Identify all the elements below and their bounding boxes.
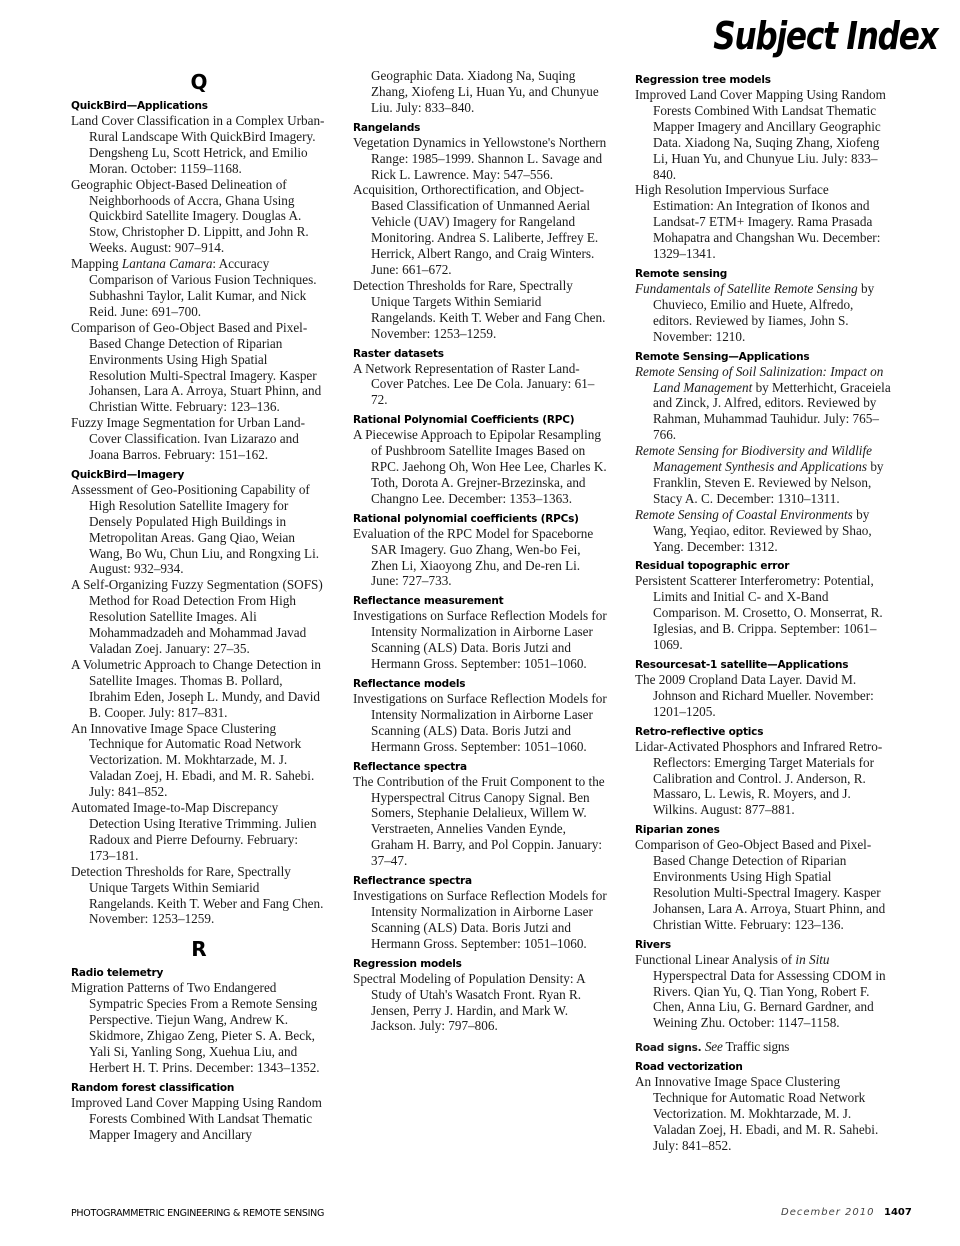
- index-entry: A Network Representation of Raster Land-Cover Patches. Lee De Cola. January: 61–72.: [353, 360, 595, 408]
- footer-journal-name: PHOTOGRAMMETRIC ENGINEERING & REMOTE SENSING: [71, 1208, 325, 1219]
- index-heading: Road vectorization: [635, 1061, 743, 1074]
- index-entry: Investigations on Surface Reflection Models for Intensity Normalization in Airborne Laser Scanning (ALS) Data. Boris Jutzi and Hermann Gross. September: 1051–1060.: [353, 608, 607, 672]
- index-heading: Retro-reflective optics: [635, 725, 764, 738]
- index-entry: High Resolution Impervious Surface Estimation: An Integration of Ikonos and Landsat-7 ETM+ Imagery. Rama Prasada Mohapatra and Changshan Wu. December: 1329–1341.: [635, 182, 881, 262]
- index-entry: Investigations on Surface Reflection Models for Intensity Normalization in Airborne Laser Scanning (ALS) Data. Boris Jutzi and Hermann Gross. September: 1051–1060.: [353, 691, 607, 754]
- index-entry: Remote Sensing of Soil Salinization: Impact on Land Management by Metterhicht, Graceiela and Zinck, J. Alfred, editors. Reviewed by Rahman, Muhammad Tauhidur. July: 765–766.: [635, 363, 891, 443]
- index-entry: Improved Land Cover Mapping Using Random Forests Combined With Landsat Thematic Mapper Imagery and Ancillary Geographic Data. Xiadong Na, Suqing Zhang, Xiofeng Li, Huan Yu, and Chunyue Liu. July: 833–840.: [635, 87, 886, 182]
- index-heading: Rivers: [635, 938, 671, 951]
- index-heading: Remote sensing: [635, 267, 728, 280]
- index-heading: Rational Polynomial Coefficients (RPC): [353, 414, 575, 427]
- index-entry: Functional Linear Analysis of in Situ Hyperspectral Data for Assessing CDOM in Rivers. Qian Yu, Q. Tian Yong, Robert F. Chen, Anna Liu, G. Bernard Gardner, and Weining Zhu. October: 1147–1158.: [635, 951, 886, 1031]
- index-heading: QuickBird—Applications: [71, 100, 208, 112]
- index-heading: Radio telemetry: [71, 967, 164, 980]
- index-entry: An Innovative Image Space Clustering Technique for Automatic Road Network Vectorization. M. Mokhtarzade, M. J. Valadan Zoej, H. Ebadi, and M. R. Sahebi. July: 841–852.: [635, 1074, 879, 1153]
- index-entry: Remote Sensing for Biodiversity and Wildlife Management Synthesis and Applications by Franklin, Steven E. Reviewed by Nelson, Stacy A. C. December: 1310–1311.: [635, 443, 884, 506]
- index-heading: Regression tree models: [635, 74, 771, 86]
- column-2: [353, 68, 609, 1034]
- index-heading: Random forest classification: [71, 1081, 235, 1094]
- index-entry: Land Cover Classification in a Complex Urban-Rural Landscape With QuickBird Imagery. Dengsheng Lu, Scott Hetrick, and Emilio Moran. October: 1159–1168.: [71, 113, 325, 176]
- index-entry: Migration Patterns of Two Endangered Sympatric Species From a Remote Sensing Perspective. Tiejun Wang, Andrew K. Skidmore, Zhigao Zeng, Pieter S. A. Beck, Yali Si, Yanling Song, Xuehua Liu, and Herbert H. T. Prins. December: 1343–1352.: [71, 980, 320, 1075]
- index-entry: Remote Sensing of Coastal Environments by Wang, Yeqiao, editor. Reviewed by Shao, Yang. December: 1312.: [635, 506, 872, 554]
- letter-heading-q: Q: [190, 70, 208, 94]
- index-entry: Improved Land Cover Mapping Using Random Forests Combined With Landsat Thematic Mapper Imagery and Ancillary: [71, 1094, 322, 1142]
- index-entry: Comparison of Geo-Object Based and Pixel-Based Change Detection of Riparian Environments Using High Spatial Resolution Multi-Spectral Imagery. Kasper Johansen, Lara A. Arroya, Stuart Phinn, and Christian Witte. February: 123–136.: [635, 837, 886, 932]
- index-heading: Raster datasets: [353, 347, 444, 360]
- index-entry: Fuzzy Image Segmentation for Urban Land-Cover Classification. Ivan Lizarazo and Joana Barros. February: 151–162.: [71, 415, 306, 463]
- index-heading: Rational polynomial coefficients (RPCs): [353, 512, 579, 525]
- index-entry: A Volumetric Approach to Change Detection in Satellite Images. Thomas B. Pollard, Ibrahim Eden, Joseph L. Mundy, and David B. Cooper. July: 817–831.: [71, 656, 322, 720]
- index-heading: Riparian zones: [635, 824, 720, 837]
- index-entry: Detection Thresholds for Rare, Spectrally Unique Targets Within Semiarid Rangelands. Keith T. Weber and Fang Chen. November: 1253–1259.: [71, 863, 324, 927]
- page-title: Subject Index: [713, 14, 938, 58]
- index-entry: Persistent Scatterer Interferometry: Potential, Limits and Initial C- and X-Band Comparison. M. Crosetto, O. Monserrat, R. Iglesias, and B. Crippa. September: 1061–1069.: [635, 573, 883, 653]
- index-heading: Regression models: [353, 957, 462, 970]
- index-entry: Evaluation of the RPC Model for Spaceborne SAR Imagery. Guo Zhang, Wen-bo Fei, Zhen Li, Xiaoyong Zhu, and De-ren Li. June: 727–733.: [353, 525, 594, 589]
- column-1: [71, 68, 327, 1142]
- index-entry: Spectral Modeling of Population Density: A Study of Utah's Wasatch Front. Ryan R. Jensen, Perry J. Hardin, and Mark W. Jackson. July: 797–806.: [353, 970, 585, 1034]
- footer-date: December 2010: [781, 1207, 875, 1218]
- index-heading: Reflectrance spectra: [353, 875, 472, 888]
- index-entry: Detection Thresholds for Rare, Spectrally Unique Targets Within Semiarid Rangelands. Keith T. Weber and Fang Chen. November: 1253–1259.: [353, 277, 606, 341]
- index-heading: Rangelands: [353, 121, 421, 134]
- index-entry: Fundamentals of Satellite Remote Sensing by Chuvieco, Emilio and Huete, Alfredo, editors. Reviewed by Iiames, John S. November: 1210.: [635, 280, 875, 344]
- index-entry: Investigations on Surface Reflection Models for Intensity Normalization in Airborne Laser Scanning (ALS) Data. Boris Jutzi and Hermann Gross. September: 1051–1060.: [353, 888, 607, 951]
- index-entry: A Self-Organizing Fuzzy Segmentation (SOFS) Method for Road Detection From High Resolution Satellite Images. Ali Mohammadzadeh and Mohammad Javad Valadan Zoej. January: 27–35.: [71, 577, 323, 656]
- column-3: [635, 68, 891, 1154]
- index-entry: Acquisition, Orthorectification, and Object-Based Classification of Unmanned Aerial Vehicle (UAV) Imagery for Rangeland Monitoring. Andrea S. Laliberte, Jeffrey E. Herrick, Albert Rango, and Craig Winters. June: 661–672.: [353, 182, 599, 277]
- index-heading: Reflectance measurement: [353, 595, 504, 608]
- index-entry: The Contribution of the Fruit Component to the Hyperspectral Citrus Canopy Signal. Ben Somers, Stephanie Delalieux, Willem W. Verstraeten, Annelies Vanden Eynde, Graham H. Barry, and Pol Coppin. January: 37–47.: [353, 773, 605, 869]
- index-entry-continued: Geographic Data. Xiadong Na, Suqing Zhang, Xiofeng Li, Huan Yu, and Chunyue Liu. July: 833–840.: [371, 68, 599, 115]
- index-entry: Assessment of Geo-Positioning Capability of High Resolution Satellite Imagery for Densely Populated High Buildings in Metropolitan Areas. Gang Qiao, Weian Wang, Bo Wu, Chun Liu, and Rongxing Li. August: 932–934.: [71, 481, 320, 577]
- footer-page-number: 1407: [884, 1207, 912, 1218]
- index-entry: A Piecewise Approach to Epipolar Resampling of Pushbroom Satellite Images Based on RPC. Jaehong Oh, Won Hee Lee, Charles K. Toth, Dorota A. Grejner-Brzezinska, and Changno Lee. December: 1353–1363.: [353, 427, 607, 506]
- letter-heading-r: R: [191, 937, 207, 962]
- index-heading: Reflectance models: [353, 678, 466, 690]
- index-heading: Residual topographic error: [635, 560, 790, 573]
- index-entry: Automated Image-to-Map Discrepancy Detection Using Iterative Trimming. Julien Radoux and Pierre Defourny. February: 173–181.: [71, 800, 317, 863]
- index-entry: The 2009 Cropland Data Layer. David M. Johnson and Richard Mueller. November: 1201–1205.: [635, 672, 874, 719]
- index-heading: Resourcesat-1 satellite—Applications: [635, 659, 849, 671]
- index-entry: Mapping Lantana Camara: Accuracy Comparison of Various Fusion Techniques. Subhashni Taylor, Lalit Kumar, and Nick Reid. June: 691–700.: [71, 256, 317, 319]
- index-heading: QuickBird—Imagery: [71, 468, 185, 481]
- index-entry: Comparison of Geo-Object Based and Pixel-Based Change Detection of Riparian Environments Using High Spatial Resolution Multi-Spectral Imagery. Kasper Johansen, Lara A. Arroya, Stuart Phinn, and Christian Witte. February: 123–136.: [71, 319, 322, 415]
- index-entry: Geographic Object-Based Delineation of Neighborhoods of Accra, Ghana Using Quickbird Satellite Imagery. Douglas A. Stow, Christopher D. Lippitt, and John R. Weeks. August: 907–914.: [71, 176, 309, 256]
- index-heading: Reflectance spectra: [353, 760, 467, 773]
- index-cross-reference: Road signs. See Traffic signs: [635, 1039, 790, 1055]
- index-entry: Lidar-Activated Phosphors and Infrared Retro-Reflectors: Emerging Target Materials for Calibration and Control. J. Anderson, R. Massaro, L. Lewis, R. Moyers, and J. Wilkins. August: 877–881.: [635, 738, 883, 818]
- index-entry: Vegetation Dynamics in Yellowstone's Northern Range: 1985–1999. Shannon L. Savage and Rick L. Lawrence. May: 547–556.: [353, 134, 607, 182]
- index-entry: An Innovative Image Space Clustering Technique for Automatic Road Network Vectorization. M. Mokhtarzade, M. J. Valadan Zoej, H. Ebadi, and M. R. Sahebi. July: 841–852.: [71, 720, 315, 800]
- index-heading: Remote Sensing—Applications: [635, 350, 810, 363]
